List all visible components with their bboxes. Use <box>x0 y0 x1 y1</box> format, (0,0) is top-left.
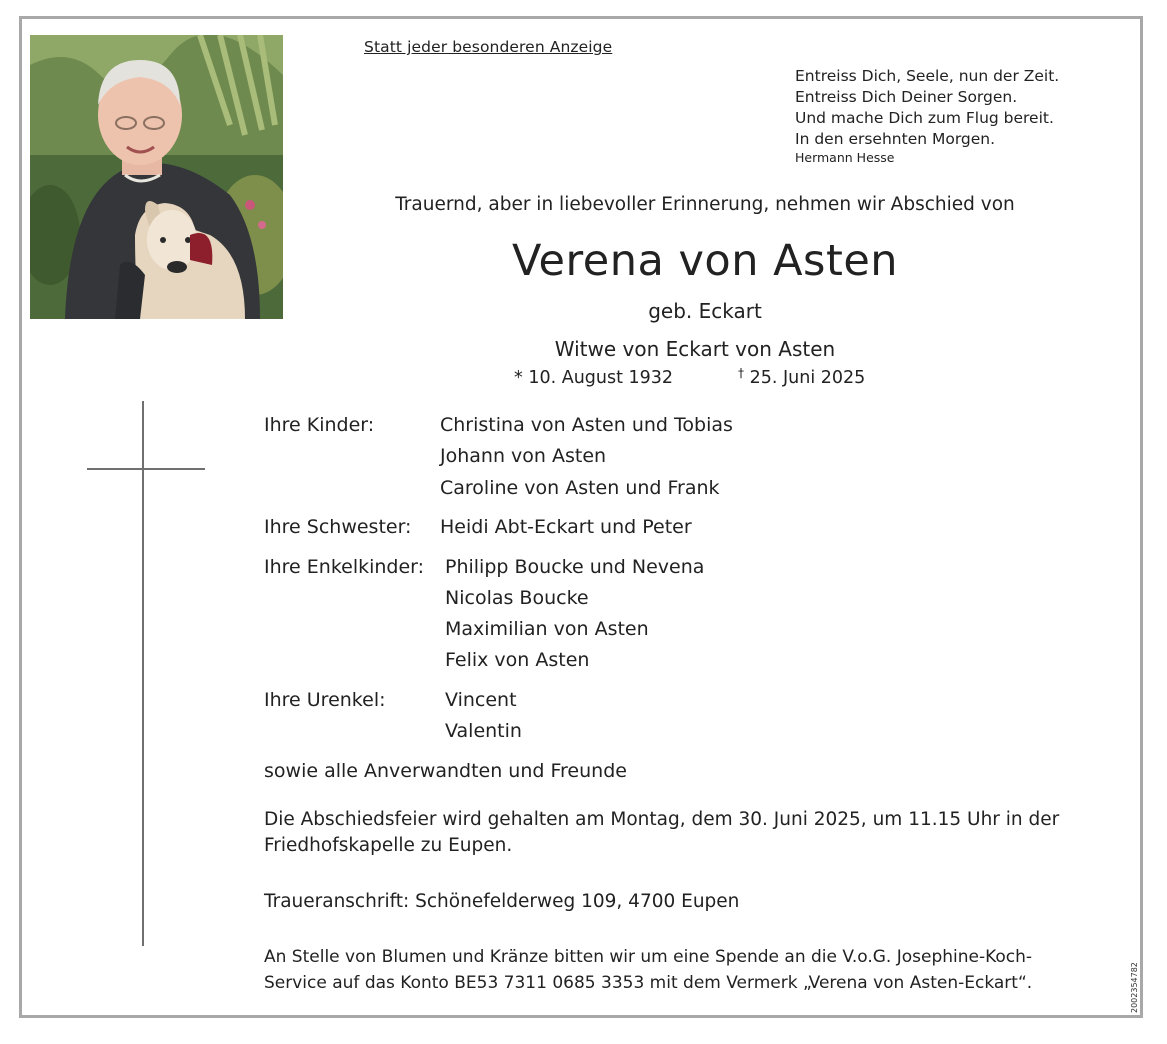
birth-date <box>514 368 673 388</box>
reference-code: 2002354782 <box>1130 962 1139 1013</box>
great-grandchild-name: Vincent <box>445 689 517 711</box>
grandchild-name: Maximilian von Asten <box>445 618 649 640</box>
relatives-line: sowie alle Anverwandten und Freunde <box>264 760 627 782</box>
birth-symbol: * <box>514 368 523 388</box>
cross-symbol: † <box>738 366 744 380</box>
cross-horizontal <box>87 468 205 470</box>
maiden-name: geb. Eckart <box>648 299 762 323</box>
sister-label: Ihre Schwester: <box>264 516 412 538</box>
poem-line: In den ersehnten Morgen. <box>795 130 996 148</box>
great-grandchildren-label: Ihre Urenkel: <box>264 689 386 711</box>
great-grandchild-name: Valentin <box>445 720 522 742</box>
grandchildren-label: Ihre Enkelkinder: <box>264 556 425 578</box>
poem-line: Und mache Dich zum Flug bereit. <box>795 109 1054 127</box>
widow-of: Witwe von Eckart von Asten <box>554 337 836 361</box>
ceremony-line: Friedhofskapelle zu Eupen. <box>264 835 513 856</box>
poem-line: Entreiss Dich, Seele, nun der Zeit. <box>795 67 1060 85</box>
deceased-name: Verena von Asten <box>511 236 899 286</box>
header-note: Statt jeder besonderen Anzeige <box>364 38 613 56</box>
sister-name: Heidi Abt-Eckart und Peter <box>440 516 692 538</box>
grandchild-name: Nicolas Boucke <box>445 587 589 609</box>
poem <box>795 66 1059 166</box>
child-name: Christina von Asten und Tobias <box>440 414 733 436</box>
donation-line: Service auf das Konto BE53 7311 0685 3353 mit dem Vermerk „Verena von Asten-Eckart“. <box>264 973 1033 993</box>
ceremony-line: Die Abschiedsfeier wird gehalten am Montag, dem 30. Juni 2025, um 11.15 Uhr in der <box>264 809 1060 830</box>
donation-line: An Stelle von Blumen und Kränze bitten wir um eine Spende an die V.o.G. Josephine-Koch- <box>264 947 1033 967</box>
poem-line: Entreiss Dich Deiner Sorgen. <box>795 88 1018 106</box>
child-name: Johann von Asten <box>440 445 607 467</box>
mourning-address: Traueranschrift: Schönefelderweg 109, 4700 Eupen <box>264 891 740 912</box>
intro-text: Trauernd, aber in liebevoller Erinnerung, nehmen wir Abschied von <box>395 194 1015 215</box>
child-name: Caroline von Asten und Frank <box>440 477 720 499</box>
grandchild-name: Philipp Boucke und Nevena <box>445 556 705 578</box>
cross-vertical <box>142 401 144 946</box>
children-label: Ihre Kinder: <box>264 414 375 436</box>
birth-date-text: 10. August 1932 <box>528 368 674 388</box>
poem-author: Hermann Hesse <box>795 150 895 165</box>
death-date-text: 25. Juni 2025 <box>749 368 866 388</box>
death-date <box>738 368 865 388</box>
grandchild-name: Felix von Asten <box>445 649 590 671</box>
